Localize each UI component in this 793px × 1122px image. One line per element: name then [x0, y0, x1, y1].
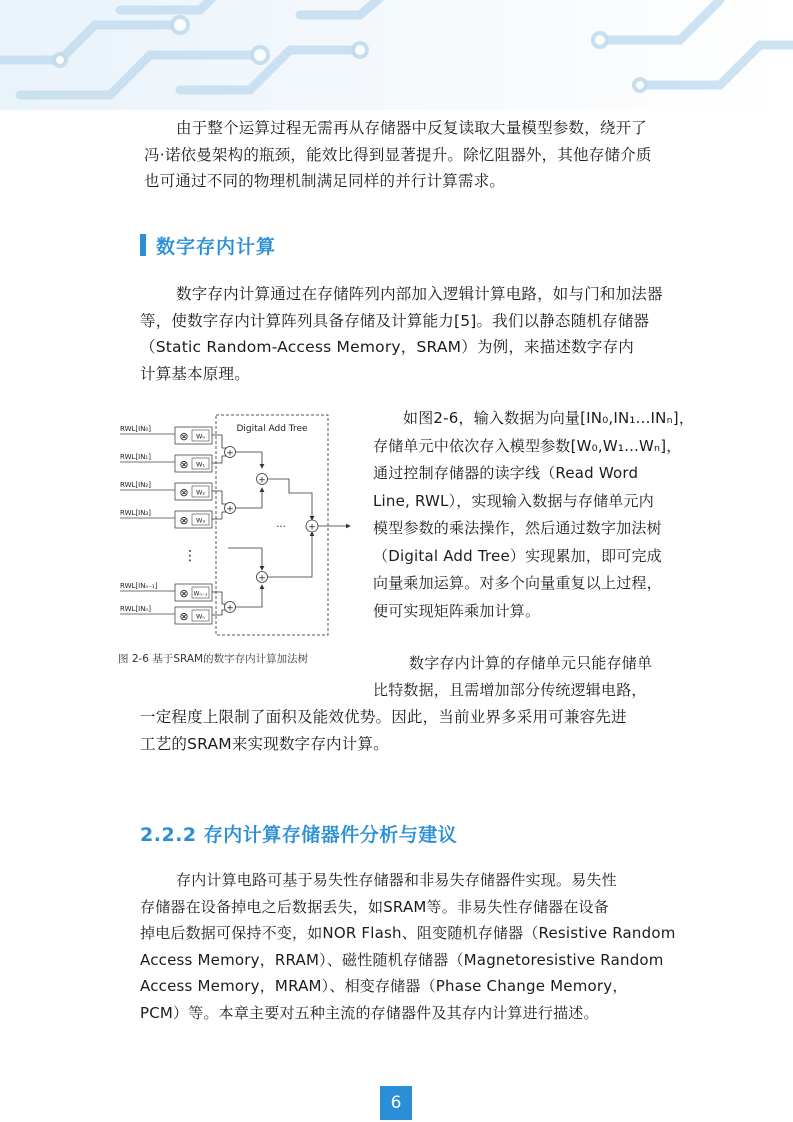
page-number: 6 — [380, 1086, 412, 1120]
multiply-symbol: ⊗ — [179, 458, 189, 471]
memory-row — [120, 582, 212, 601]
figure-paragraph — [373, 405, 694, 625]
heading-accent-bar — [140, 234, 146, 256]
weight-label: W₂ — [195, 488, 206, 497]
cim-line: PCM）等。本章主要对五种主流的存储器件及其存内计算进行描述。 — [140, 1003, 599, 1022]
multiply-symbol: ⊗ — [179, 610, 189, 623]
horizontal-ellipsis: ··· — [276, 522, 286, 533]
digital-line: （Static Random-Access Memory，SRAM）为例，来描述数字存内 — [140, 338, 634, 356]
adder-symbol: + — [258, 475, 266, 486]
add-tree-title: Digital Add Tree — [236, 424, 308, 434]
digital-paragraph — [140, 281, 663, 387]
limit-line: 一定程度上限制了面积及能效优势。因此，当前业界多采用可兼容先进 — [140, 708, 627, 726]
cim-line: Access Memory，RRAM）、磁性随机存储器（Magnetoresistive Random — [140, 950, 664, 969]
subsection-title: 2.2.2 存内计算存储器件分析与建议 — [140, 824, 458, 846]
adder-node — [257, 572, 268, 584]
vertical-ellipsis: ⋮ — [183, 548, 197, 564]
section-heading — [140, 232, 276, 258]
limit-line: 工艺的SRAM来实现数字存内计算。 — [140, 734, 389, 753]
weight-label: W₁ — [195, 460, 206, 469]
digital-line: 数字存内计算通过在存储阵列内部加入逻辑计算电路，如与门和加法器 — [176, 285, 663, 303]
weight-label: W₀ — [195, 432, 206, 441]
memory-row — [120, 453, 212, 472]
digital-line: 等，使数字存内计算阵列具备存储及计算能力[5]。我们以静态随机存储器 — [140, 311, 650, 330]
weight-label: Wₙ₋₁ — [193, 590, 208, 598]
memory-row — [120, 509, 212, 528]
intro-line: 冯·诺依曼架构的瓶颈，能效比得到显著提升。除忆阻器外，其他存储介质 — [144, 145, 652, 164]
digital-add-tree-figure — [118, 410, 356, 642]
adder-symbol: + — [226, 448, 234, 459]
figure-line: 如图2-6，输入数据为向量[IN₀,IN₁...INₙ]， — [403, 409, 695, 427]
multiply-symbol: ⊗ — [179, 514, 189, 527]
header-circuit-decoration — [0, 0, 793, 110]
cim-line: 掉电后数据可保持不变，如NOR Flash、阻变随机存储器（Resistive Random — [140, 924, 676, 942]
multiply-symbol: ⊗ — [179, 430, 189, 443]
adder-symbol: + — [258, 573, 266, 584]
rwl-label: RWL[IN₀] — [120, 425, 151, 433]
rwl-label: RWL[IN₃] — [120, 509, 151, 517]
intro-line: 也可通过不同的物理机制满足同样的并行计算需求。 — [144, 172, 506, 190]
storage-line: 数字存内计算的存储单元只能存储单 — [409, 654, 653, 672]
limit-paragraph — [140, 704, 627, 757]
storage-paragraph — [373, 650, 652, 703]
figure-line: 模型参数的乘法操作，然后通过数字加法树 — [373, 519, 662, 537]
rwl-label: RWL[INₙ] — [120, 605, 151, 613]
rwl-label: RWL[IN₂] — [120, 481, 151, 489]
memory-row — [120, 425, 212, 444]
adder-symbol: + — [308, 522, 316, 533]
adder-node — [225, 447, 236, 459]
adder-symbol: + — [226, 504, 234, 515]
intro-paragraph — [144, 115, 652, 195]
section-heading-text: 数字存内计算 — [156, 235, 277, 258]
rwl-label: RWL[INₙ₋₁] — [120, 582, 158, 590]
figure-line: （Digital Add Tree）实现累加，即可完成 — [373, 546, 662, 565]
memory-row — [120, 605, 212, 624]
adder-node — [306, 520, 318, 533]
adder-symbol: + — [226, 603, 234, 614]
intro-line: 由于整个运算过程无需再从存储器中反复读取大量模型参数，绕开了 — [176, 119, 648, 137]
figure-line: 存储单元中依次存入模型参数[W₀,W₁...Wₙ]， — [373, 436, 682, 455]
figure-line: Line, RWL），实现输入数据与存储单元内 — [373, 491, 654, 510]
memory-row — [120, 481, 212, 500]
figure-line: 向量乘加运算。对多个向量重复以上过程， — [373, 574, 662, 592]
cim-line: 存储器在设备掉电之后数据丢失，如SRAM等。非易失性存储器在设备 — [140, 897, 609, 916]
figure-line: 便可实现矩阵乘加计算。 — [373, 601, 541, 620]
multiply-symbol: ⊗ — [179, 486, 189, 499]
adder-node — [225, 602, 236, 614]
rwl-label: RWL[IN₁] — [120, 453, 151, 461]
adder-node — [225, 503, 236, 515]
adder-node — [257, 474, 268, 486]
digital-line: 计算基本原理。 — [140, 364, 250, 383]
storage-line: 比特数据，且需增加部分传统逻辑电路， — [373, 680, 647, 699]
cim-line: Access Memory，MRAM）、相变存储器（Phase Change Memory， — [140, 977, 628, 995]
cim-line: 存内计算电路可基于易失性存储器和非易失存储器件实现。易失性 — [176, 871, 617, 889]
figure-line: 通过控制存储器的读字线（Read Word — [373, 464, 639, 482]
multiply-symbol: ⊗ — [179, 587, 189, 600]
cim-paragraph — [140, 867, 676, 1026]
weight-label: W₃ — [195, 516, 206, 525]
figure-caption: 图 2-6 基于SRAM的数字存内计算加法树 — [118, 653, 309, 665]
weight-label: Wₙ — [195, 612, 206, 621]
